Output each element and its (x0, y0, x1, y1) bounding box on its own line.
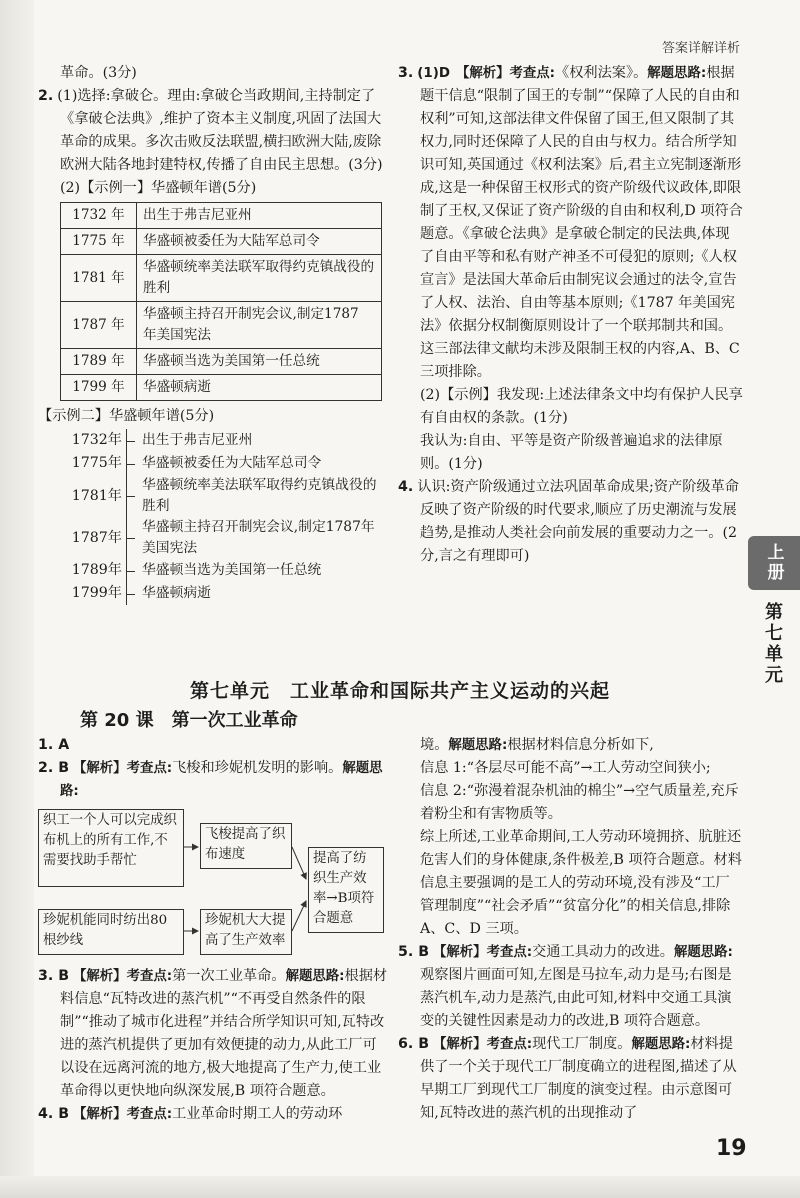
answer-head: 5. B (398, 944, 430, 960)
example-2-title: 【示例二】华盛顿年谱(5分) (38, 408, 215, 424)
lower-left-column (38, 734, 388, 1126)
table-row (61, 302, 382, 349)
diagram-box-weaver: 织工一个人可以完成织布机上的所有工作,不需要找助手帮忙 (38, 809, 184, 887)
timeline-row (66, 517, 388, 559)
question-3 (398, 62, 743, 384)
answer-6 (398, 1033, 743, 1125)
page-number: 19 (716, 1136, 747, 1161)
lower-right-column (398, 734, 743, 1125)
solution-tag: 解题思路: (285, 969, 345, 984)
year-cell: 1787 年 (61, 302, 137, 349)
year-cell: 1781 年 (61, 255, 137, 302)
analysis-tag: 【解析】考查点: (73, 1107, 173, 1122)
timeline-row (66, 582, 388, 605)
timeline-event: 华盛顿当选为美国第一任总统 (142, 562, 322, 578)
upper-right-column (398, 62, 743, 568)
answer-head: 4. B (38, 1106, 70, 1122)
answer-2 (38, 757, 388, 803)
side-unit-label: 第七单元 (762, 602, 783, 686)
analysis-tag: 【解析】考查点: (433, 945, 533, 960)
lesson-title: 第 20 课 第一次工业革命 (80, 710, 298, 731)
timeline-row (66, 559, 388, 582)
answer-4-continued (398, 734, 743, 757)
timeline-row (66, 475, 388, 517)
timeline-row (66, 452, 388, 475)
question-number: 3. (398, 65, 414, 81)
washington-chronology-timeline (66, 429, 388, 605)
question-3-part-3: 我认为:自由、平等是资产阶级普遍追求的法律原则。(1分) (420, 433, 723, 472)
answer-5-body: 观察图片画面可知,左图是马拉车,动力是马;右图是蒸汽机车,动力是蒸汽,由此可知,材料中交通工具演变的关键性因素是动力的改进,B 项符合题意。 (420, 967, 732, 1029)
table-row (61, 349, 382, 375)
table-row (61, 375, 382, 401)
event-cell: 华盛顿病逝 (137, 375, 382, 401)
solution-tag: 解题思路: (631, 1037, 691, 1052)
event-cell: 出生于弗吉尼亚州 (137, 203, 382, 229)
timeline-event: 华盛顿病逝 (142, 585, 211, 601)
answer-head: 2. B (38, 760, 70, 776)
unit-title: 第七单元 工业革命和国际共产主义运动的兴起 (189, 680, 610, 702)
year-cell: 1732 年 (61, 203, 137, 229)
question-4-text: 认识:资产阶级通过立法巩固革命成果;资产阶级革命反映了资产阶级的时代要求,顺应了历史潮流与发展趋势,是推动人类社会向前发展的重要动力之一。(2分,言之有理即可) (417, 479, 739, 564)
timeline-event: 华盛顿主持召开制宪会议,制定1787年美国宪法 (142, 519, 375, 556)
question-3-body: 根据题干信息“限制了国王的专制”“保障了人民的自由和权利”可知,这部法律文件保留了国王,但又限制了其权力,同时还保障了人民的自由与权力。结合所学知识可知,英国通过《权利法案》后,君主立宪制逐渐形成,这是一种保留王权形式的资产阶级代议政体,即限制了王权,又保证了资产阶级的自由和权利,D 项符合题意。《拿破仑法典》是拿破仑制定的民法典,体现了自由平等和私有财产神圣不可侵犯的原则;《人权宣言》是法国大革命后由制宪议会通过的法令,宣告了人权、法治、自由等基本原则;《1787 年美国宪法》依据分权制衡原则设计了一个联邦制共和国。这三部法律文献均未涉及限制王权的内容,A、B、C 三项排除。 (420, 65, 743, 380)
answer-3 (38, 965, 388, 1103)
answer-3-body: 根据材料信息“瓦特改进的蒸汽机”“不再受自然条件的限制”“推动了城市化进程”并结合所学知识可知,瓦特改进的蒸汽机提供了更加有效便捷的动力,从此工厂可以设在远离河流的地方,极大地提高了生产力,使工业革命得以更快地向纵深发展,B 项符合题意。 (60, 968, 388, 1099)
question-2-text: (1)选择:拿破仑。理由:拿破仑当政期间,主持制定了《拿破仑法典》,维护了资本主义制度,巩固了法国大革命的成果。多次击败反法联盟,横扫欧洲大陆,废除欧洲大陆各地封建特权,传播了自由民主思想。(3分) (57, 88, 383, 173)
solution-tag: 解题思路: (448, 738, 508, 753)
timeline-event: 华盛顿统率美法联军取得约克镇战役的胜利 (142, 477, 377, 514)
question-number: 4. (398, 479, 414, 495)
solution-tag: 解题思路: (674, 945, 733, 960)
answer-4 (38, 1103, 388, 1126)
header-label: 答案详解详析 (661, 41, 740, 56)
test-point: 现代工厂制度。 (532, 1036, 632, 1052)
answer-6-body: 材料提供了一个关于现代工厂制度确立的进程图,描述了从早期工厂到现代工厂制度的演变过程。由示意图可知,瓦特改进的蒸汽机的出现推动了 (420, 1036, 737, 1121)
diagram-box-flying-shuttle: 飞梭提高了织布速度 (200, 823, 292, 869)
scan-shadow-left (0, 0, 34, 1198)
diagram-box-efficiency: 珍妮机大大提高了生产效率 (200, 909, 292, 955)
question-number: 2. (38, 88, 54, 104)
year-cell: 1799 年 (61, 375, 137, 401)
test-point: 工业革命时期工人的劳动环 (172, 1106, 343, 1122)
answer-continuation: 革命。(3分) (60, 65, 137, 81)
text: 根据材料信息分析如下, (507, 737, 654, 753)
answer-head: 6. B (398, 1036, 430, 1052)
summary: 综上所述,工业革命期间,工人劳动环境拥挤、肮脏还危害人们的身体健康,条件极差,B 项符合题意。材料信息主要强调的是工人的劳动环境,没有涉及“工厂管理制度”“社会矛盾”“贫富分化”的相关信息,排除 A、C、D 三项。 (420, 829, 742, 937)
table-row (61, 203, 382, 229)
timeline-row (66, 429, 388, 452)
timeline-bracket (126, 582, 138, 605)
question-3-part-2: (2)【示例】我发现:上述法律条文中均有保护人民享有自由权的条款。(1分) (420, 387, 743, 426)
washington-chronology-table (60, 202, 382, 401)
test-point: 飞梭和珍妮机发明的影响。 (172, 760, 343, 776)
year-cell: 1789 年 (61, 349, 137, 375)
timeline-year: 1789年 (71, 562, 122, 578)
info-1: 信息 1:“各层尽可能不高”→工人劳动空间狭小; (420, 760, 711, 776)
answer-choice: (1)D (417, 66, 450, 81)
example-1-title: (2)【示例一】华盛顿年谱(5分) (60, 180, 257, 196)
timeline-event: 出生于弗吉尼亚州 (142, 432, 253, 448)
flow-diagram (38, 809, 384, 961)
table-row (61, 255, 382, 302)
text: 境。 (420, 737, 449, 753)
timeline-year: 1732年 (71, 432, 122, 448)
volume-tab: 上册 (748, 536, 800, 590)
timeline-bracket (126, 429, 138, 452)
analysis-tag: 【解析】考查点: (455, 66, 556, 81)
scan-shadow-bottom (0, 1176, 800, 1198)
timeline-bracket (126, 559, 138, 582)
test-point: 交通工具动力的改进。 (532, 944, 674, 960)
answer-1: 1. A (38, 737, 70, 753)
diagram-box-result: 提高了纺织生产效率→B项符合题意 (308, 847, 384, 933)
answer-head: 3. B (38, 968, 70, 984)
event-cell: 华盛顿当选为美国第一任总统 (137, 349, 382, 375)
analysis-tag: 【解析】考查点: (73, 969, 173, 984)
timeline-year: 1787年 (71, 529, 122, 546)
upper-left-column (38, 62, 388, 605)
timeline-bracket (126, 475, 138, 517)
event-cell: 华盛顿主持召开制宪会议,制定1787 年美国宪法 (137, 302, 382, 349)
solution-tag: 解题思路: (647, 66, 707, 81)
timeline-event: 华盛顿被委任为大陆军总司令 (142, 455, 322, 471)
timeline-bracket (126, 517, 138, 559)
analysis-tag: 【解析】考查点: (433, 1037, 533, 1052)
event-cell: 华盛顿统率美法联军取得约克镇战役的胜利 (137, 255, 382, 302)
timeline-year: 1775年 (71, 455, 122, 471)
timeline-year: 1799年 (71, 585, 122, 601)
test-point: 《权利法案》。 (555, 65, 648, 81)
solution-tag: 解题思路: (60, 761, 383, 799)
info-2: 信息 2:“弥漫着混杂机油的棉尘”→空气质量差,充斥着粉尘和有害物质等。 (420, 783, 739, 822)
diagram-box-spinning-jenny: 珍妮机能同时纺出80根纱线 (38, 909, 184, 955)
question-2 (38, 85, 388, 177)
timeline-year: 1781年 (71, 487, 122, 504)
analysis-tag: 【解析】考查点: (73, 761, 173, 776)
event-cell: 华盛顿被委任为大陆军总司令 (137, 229, 382, 255)
test-point: 第一次工业革命。 (172, 968, 286, 984)
timeline-bracket (126, 452, 138, 475)
answer-5 (398, 941, 743, 1033)
question-4 (398, 476, 743, 568)
table-row (61, 229, 382, 255)
year-cell: 1775 年 (61, 229, 137, 255)
